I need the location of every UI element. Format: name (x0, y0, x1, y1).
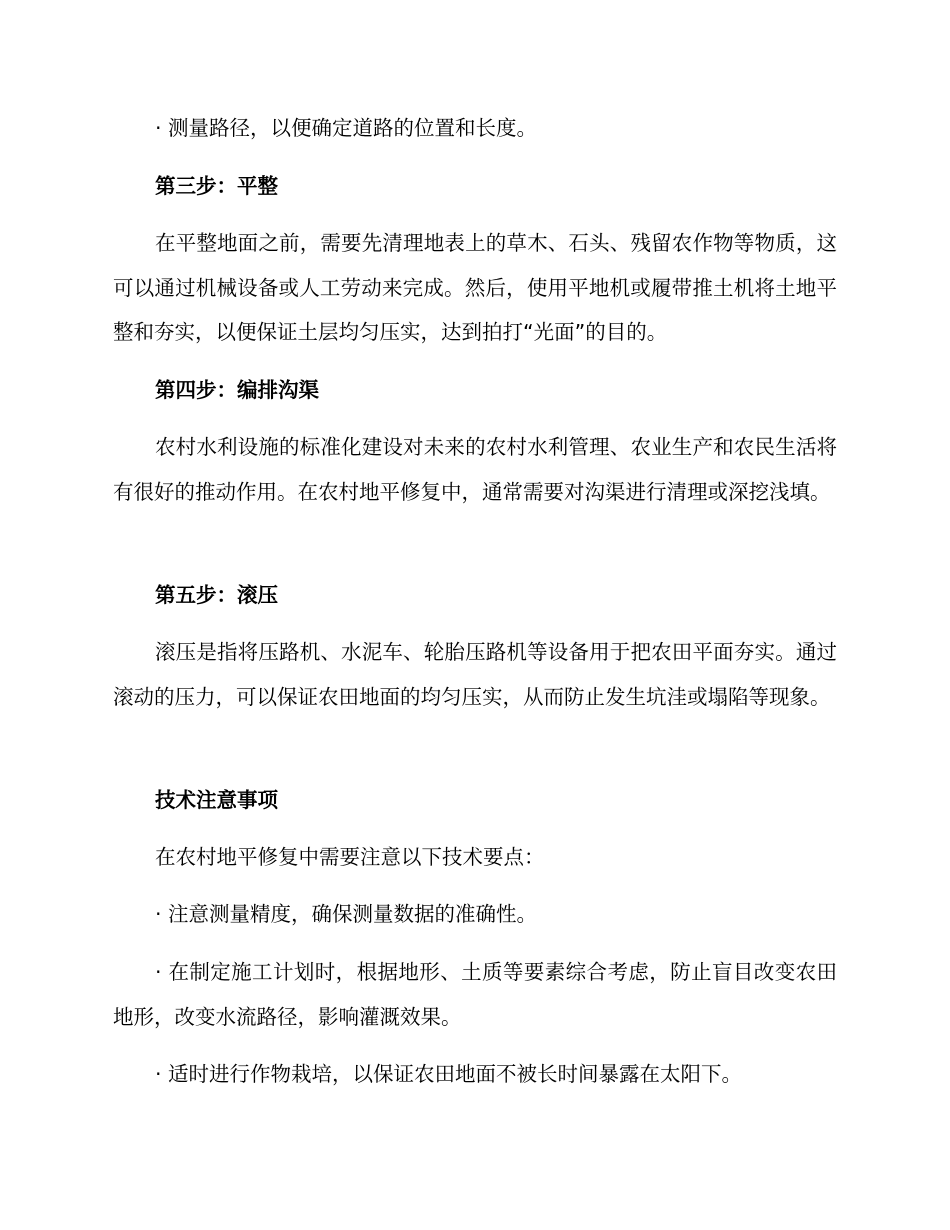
tech-heading: 技术注意事项 (155, 788, 278, 812)
step3-body: 在平整地面之前，需要先清理地表上的草木、石头、残留农作物等物质，这可以通过机械设备或人工劳动来完成。然后，使用平地机或履带推土机将土地平整和夯实，以便保证土层均匀压实，达到拍打“光面”的目的。 (113, 231, 837, 344)
step5-body: 滚压是指将压路机、水泥车、轮胎压路机等设备用于把农田平面夯实。通过滚动的压力，可以保证农田地面的均匀压实，从而防止发生坑洼或塌陷等现象。 (113, 640, 837, 709)
tech-bullet-2: · 在制定施工计划时，根据地形、土质等要素综合考虑，防止盲目改变农田地形，改变水流路径，影响灌溉效果。 (113, 960, 837, 1029)
step4-heading: 第四步：编排沟渠 (155, 378, 319, 402)
step4-body: 农村水利设施的标准化建设对未来的农村水利管理、农业生产和农民生活将有很好的推动作用。在农村地平修复中，通常需要对沟渠进行清理或深挖浅填。 (113, 435, 837, 504)
tech-intro: 在农村地平修复中需要注意以下技术要点： (155, 845, 545, 869)
tech-bullet-1: · 注意测量精度，确保测量数据的准确性。 (155, 902, 538, 926)
tech-bullet-3: · 适时进行作物栽培，以保证农田地面不被长时间暴露在太阳下。 (155, 1062, 743, 1086)
step5-heading: 第五步：滚压 (155, 583, 278, 607)
bullet-measure-path: · 测量路径，以便确定道路的位置和长度。 (155, 116, 538, 140)
step3-heading: 第三步：平整 (155, 174, 278, 198)
